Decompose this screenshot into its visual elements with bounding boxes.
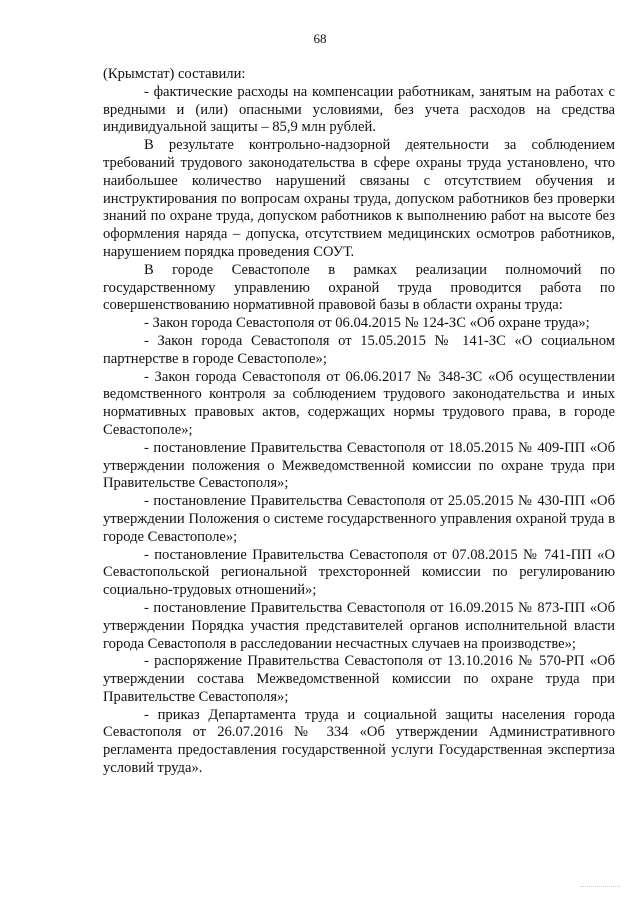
list-item-order-570: - распоряжение Правительства Севастополя от 13.10.2016 № 570-РП «Об утверждении состава Межведомственной комиссии по охране труда при Правительстве Севастополя»; <box>103 653 615 705</box>
list-item-order-334: - приказ Департамента труда и социальной защиты населения города Севастополя от 26.07.2016 № 334 «Об утверждении Административного регламента предоставления государственной услуги Государственная экспертиза условий труда». <box>103 706 615 777</box>
list-item-law-141: - Закон города Севастополя от 15.05.2015 № 141-ЗС «О социальном партнерстве в городе Севастополе»; <box>103 332 615 367</box>
document-body <box>103 66 615 778</box>
scan-artifact <box>580 886 620 889</box>
paragraph-krymstat: (Крымстат) составили: <box>103 66 246 82</box>
list-item-law-124: - Закон города Севастополя от 06.04.2015 № 124-ЗС «Об охране труда»; <box>144 315 590 332</box>
list-item-law-348: - Закон города Севастополя от 06.06.2017 № 348-ЗС «Об осуществлении ведомственного контроля за соблюдением трудового законодательства и иных нормативных правовых актов, содержащих нормы трудового права, в городе Севастополе»; <box>103 368 615 438</box>
list-item-resolution-430: - постановление Правительства Севастополя от 25.05.2015 № 430-ПП «Об утверждении Положения о системе государственного управления охраной труда в городе Севастополе»; <box>103 493 615 545</box>
page-number: 68 <box>313 31 327 46</box>
list-item-resolution-741: - постановление Правительства Севастополя от 07.08.2015 № 741-ПП «О Севастопольской региональной трехсторонней комиссии по регулированию социально-трудовых отношений»; <box>103 546 615 599</box>
list-item-expenses: - фактические расходы на компенсации работникам, занятым на работах с вредными и (или) опасными условиями, без учета расходов на средства индивидуальной защиты – 85,9 млн рублей. <box>103 83 615 136</box>
paragraph-inspections: В результате контрольно-надзорной деятельности за соблюдением требований трудового законодательства в сфере охраны труда установлено, что наибольшее количество нарушений связаны с отсутствием обучения и инструктирования по вопросам охраны труда, допуском работников без проверки знаний по охране труда, допуском работников к выполнению работ на высоте без оформления наряда – допуска, отсутствием медицинских осмотров работников, нарушением порядка проведения СОУТ. <box>103 137 615 260</box>
list-item-resolution-873: - постановление Правительства Севастополя от 16.09.2015 № 873-ПП «Об утверждении Порядка участия представителей органов исполнительной власти города Севастополя в расследовании несчастных случаев на производстве»; <box>103 599 615 652</box>
paragraph-sevastopol-powers: В городе Севастополе в рамках реализации полномочий по государственному управлению охраной труда проводится работа по совершенствованию нормативной правовой базы в области охраны труда: <box>103 261 615 314</box>
list-item-resolution-409: - постановление Правительства Севастополя от 18.05.2015 № 409-ПП «Об утверждении положения о Межведомственной комиссии по охране труда при Правительстве Севастополя»; <box>103 439 615 492</box>
